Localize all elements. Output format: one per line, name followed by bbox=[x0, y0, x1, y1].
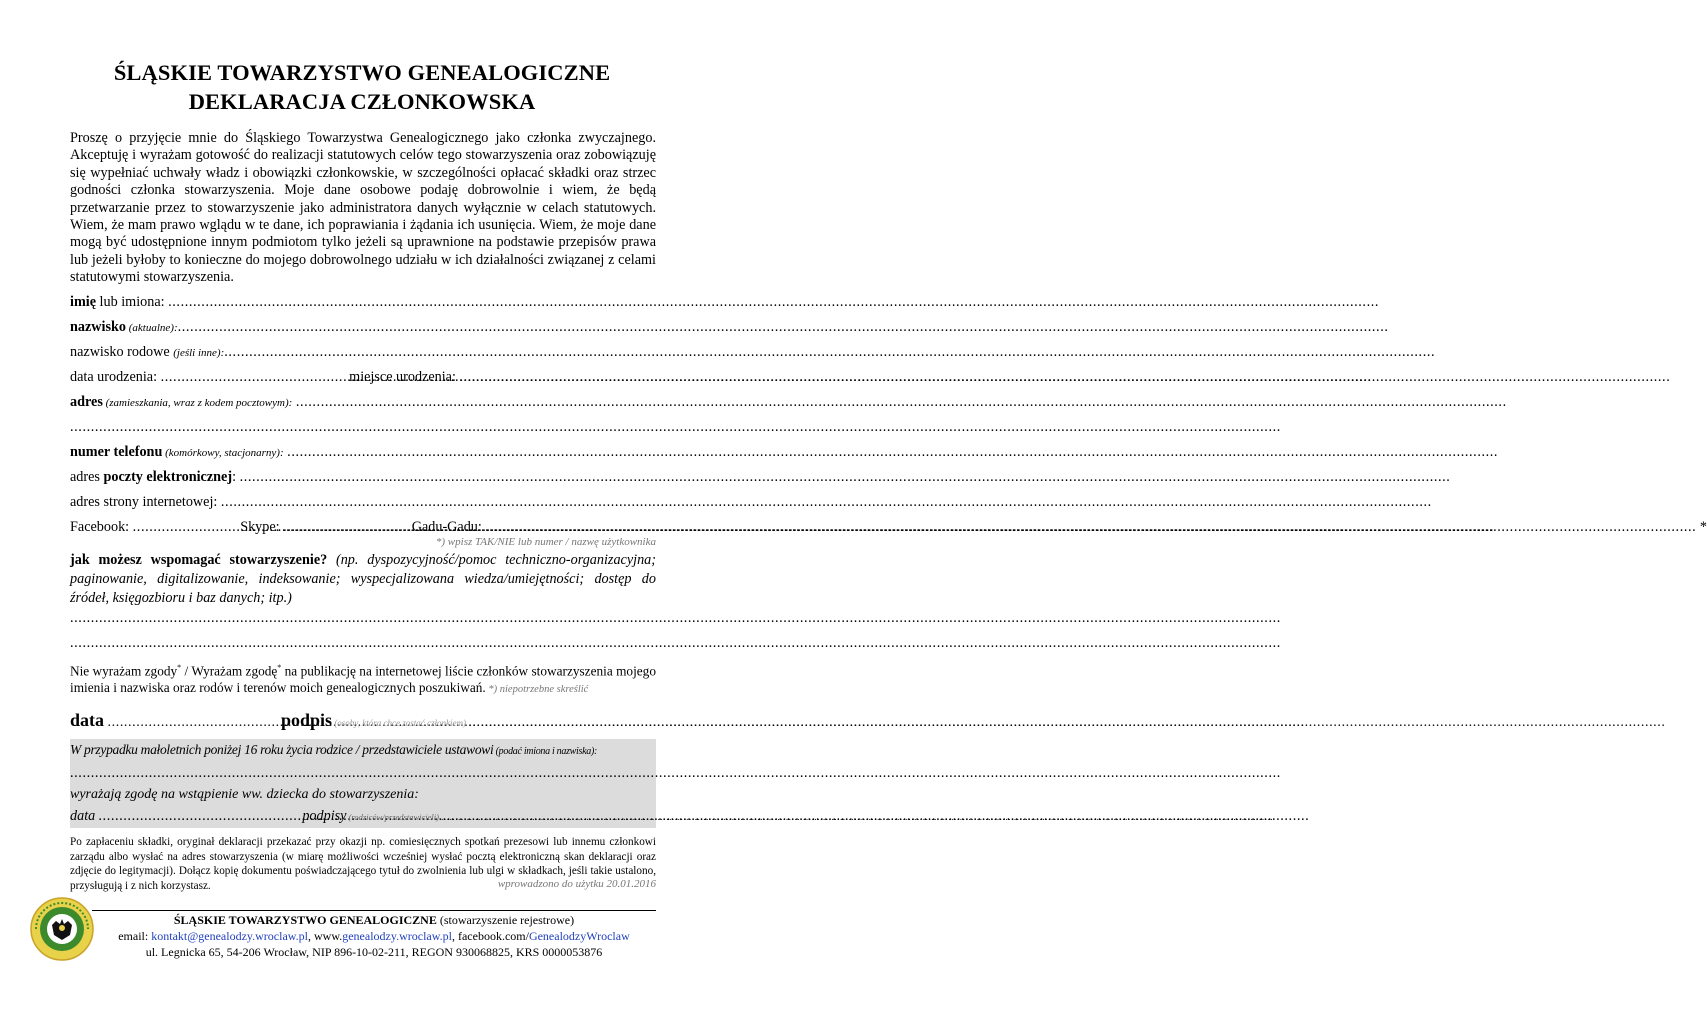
footer-address: ul. Legnicka 65, 54-206 Wrocław, NIP 896-10-02-211, REGON 930068825, KRS 0000053876 bbox=[145, 945, 603, 959]
email-field[interactable] bbox=[70, 469, 656, 486]
minors-heading bbox=[70, 741, 656, 760]
footer-sep-1: , www. bbox=[308, 929, 343, 943]
minors-parents-field[interactable] bbox=[70, 765, 656, 782]
facebook-field[interactable] bbox=[133, 519, 237, 536]
signature-row bbox=[70, 710, 656, 731]
surname-hint: (aktualne): bbox=[125, 322, 178, 334]
introduced-date: wprowadzono do użytku 20.01.2016 bbox=[497, 878, 656, 890]
birth-place-field[interactable] bbox=[459, 369, 1670, 386]
address-line-2[interactable] bbox=[70, 419, 656, 436]
consent-sup-1: * bbox=[177, 663, 182, 672]
address-label: adres bbox=[70, 394, 103, 410]
first-name-label: imię bbox=[70, 294, 96, 310]
facebook-label: Facebook: bbox=[70, 519, 130, 535]
minors-signatures-label: podpisy bbox=[302, 808, 347, 824]
messengers-row bbox=[70, 519, 1707, 536]
footer-org: ŚLĄSKIE TOWARZYSTWO GENEALOGICZNE bbox=[173, 913, 437, 927]
instructions-paragraph: Po zapłaceniu składki, oryginał deklaracji przekazać przy okazji np. comiesięcznych spotkań prezesowi lub innemu członkowi zarządu albo wysłać na adres stowarzyszenia (w miarę możliwości wcześniej wysłać pocztą elektroniczną skan deklaracji oraz zdjęcie do legitymacji). Dołącz kopię dokumentu poświadczającego tytuł do zwolnienia lub ulgi w składkach, jeśli takie ustalono, przysługują i z nich korzystasz. bbox=[70, 836, 656, 893]
minors-signatures-field[interactable] bbox=[441, 809, 1273, 826]
maiden-name-label: nazwisko rodowe bbox=[70, 344, 174, 360]
minors-heading-text: W przypadku małoletnich poniżej 16 roku życia rodzice / przedstawiciele ustawowi bbox=[70, 742, 494, 757]
first-name-field[interactable] bbox=[70, 294, 656, 311]
publication-consent bbox=[70, 659, 656, 698]
surname-label: nazwisko bbox=[70, 319, 126, 335]
consent-no[interactable]: Nie wyrażam zgody bbox=[70, 663, 178, 679]
skype-field[interactable] bbox=[283, 519, 408, 536]
consent-note: *) niepotrzebne skreślić bbox=[485, 684, 589, 696]
minors-consent: wyrażają zgodę na wstąpienie ww. dziecka do stowarzyszenia: bbox=[70, 787, 419, 802]
website-field[interactable] bbox=[70, 494, 656, 511]
surname-field[interactable] bbox=[70, 319, 656, 337]
phone-hint: (komórkowy, stacjonarny): bbox=[162, 447, 284, 459]
maiden-name-hint: (jeśli inne): bbox=[173, 347, 225, 359]
footer-divider bbox=[92, 910, 656, 911]
page-title: ŚLĄSKIE TOWARZYSTWO GENEALOGICZNE bbox=[113, 60, 611, 85]
website-label: adres strony internetowej: bbox=[70, 494, 218, 510]
signature-date-field[interactable] bbox=[108, 715, 278, 731]
minors-heading-hint: (podać imiona i nazwiska): bbox=[493, 746, 598, 757]
address-hint: (zamieszkania, wraz z kodem pocztowym): bbox=[102, 397, 293, 409]
email-label-pre: adres bbox=[70, 469, 104, 485]
signature-field[interactable] bbox=[468, 715, 1665, 731]
address-field[interactable] bbox=[70, 394, 656, 412]
footer bbox=[92, 912, 656, 960]
email-label: poczty elektronicznej bbox=[103, 469, 233, 485]
support-answer-line-2[interactable] bbox=[70, 635, 656, 652]
minors-signature-row bbox=[70, 808, 656, 826]
footer-org-line bbox=[92, 912, 656, 928]
footer-org-note: (stowarzyszenie rejestrowe) bbox=[436, 913, 575, 927]
footer-email-label: email: bbox=[118, 929, 152, 943]
support-question-label: jak możesz wspomagać stowarzyszenie? bbox=[70, 552, 328, 568]
signature-hint: (osoby, która chce zostać członkiem) bbox=[332, 718, 469, 728]
footer-facebook-link[interactable]: GenealodzyWroclaw bbox=[528, 929, 630, 943]
page-subtitle: DEKLARACJA CZŁONKOWSKA bbox=[188, 89, 536, 114]
footer-email-link[interactable]: kontakt@genealodzy.wroclaw.pl bbox=[151, 929, 309, 943]
support-answer-line-1[interactable] bbox=[70, 610, 656, 627]
support-examples: (np. dyspozycyjność/pomoc techniczno-organizacyjna; paginowanie, digitalizowanie, indeksowanie; wyspecjalizowana wiedza/umiejętności; dostęp do źródeł, księgozbioru i baz danych; itp.) bbox=[70, 552, 656, 606]
phone-field[interactable] bbox=[70, 444, 656, 462]
birth-date-label: data urodzenia: bbox=[70, 369, 161, 385]
consent-yes[interactable]: / Wyrażam zgodę bbox=[181, 663, 278, 679]
support-question bbox=[70, 551, 656, 608]
messengers-footnote: *) wpisz TAK/NIE lub numer / nazwę użytkownika bbox=[435, 536, 656, 548]
skype-label: Skype: bbox=[240, 519, 280, 535]
minors-signatures-hint: (rodziców/przedstawicieli) bbox=[346, 812, 442, 822]
intro-paragraph: Proszę o przyjęcie mnie do Śląskiego Towarzystwa Genealogicznego jako członka zwyczajnego. Akceptuję i wyrażam gotowość do realizacji statutowych celów tego stowarzyszenia oraz zobowiązuję się wypełniać uchwały władz i obowiązki członkowskie, w szczególności opłacać składki oraz strzec godności członka stowarzyszenia. Moje dane osobowe podaję dobrowolnie i wiem, że będą przetwarzanie przez to stowarzyszenie jako administratora danych wyłącznie w celach statutowych. Wiem, że mam prawo wglądu w te dane, ich poprawiania i żądania ich usunięcia. Wiem, że moje dane mogą być udostępnione innym podmiotom tylko jeżeli są uprawnione na podstawie przepisów prawa lub jeżeli byłoby to konieczne do mojego dobrowolnego udziału w ich działalności związanej z celami statutowymi stowarzyszenia. bbox=[70, 130, 656, 286]
footer-contact-line bbox=[92, 928, 656, 944]
first-name-label-rest: lub imiona: bbox=[96, 294, 169, 310]
consent-sup-2: * bbox=[277, 663, 282, 672]
consent-text: na publikację na internetowej liście członków stowarzyszenia mojego imienia i nazwiska oraz rodów i terenów moich genealogicznych poszukiwań. bbox=[70, 663, 656, 696]
footer-sep-2: , facebook.com/ bbox=[451, 929, 529, 943]
birth-place-label: miejsce urodzenia: bbox=[349, 369, 460, 385]
signature-label: podpis bbox=[281, 710, 333, 730]
maiden-name-field[interactable] bbox=[70, 344, 656, 362]
birth-date-field[interactable] bbox=[161, 369, 346, 386]
gadu-field[interactable] bbox=[485, 519, 1696, 536]
birth-row bbox=[70, 369, 656, 386]
signature-date-label: data bbox=[70, 710, 105, 730]
footer-www-link[interactable]: genealodzy.wroclaw.pl bbox=[342, 929, 452, 943]
email-label-post: : bbox=[232, 469, 237, 485]
gadu-label: Gadu-Gadu: bbox=[411, 519, 482, 535]
minors-date-field[interactable] bbox=[99, 808, 299, 825]
phone-label: numer telefonu bbox=[70, 444, 163, 460]
star-marker: * bbox=[1696, 519, 1707, 535]
minors-date-label: data bbox=[70, 808, 99, 824]
society-logo bbox=[30, 897, 94, 961]
